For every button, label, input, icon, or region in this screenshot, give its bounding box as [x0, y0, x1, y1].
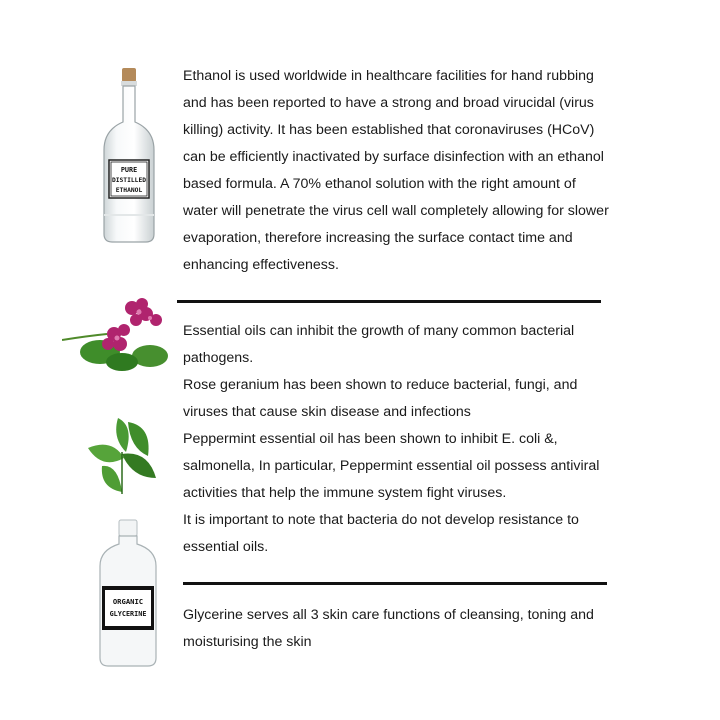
- divider-bottom: [183, 582, 607, 585]
- essential-oils-paragraph-2: Rose geranium has been shown to reduce bacterial, fungi, and viruses that cause skin disease and infections: [183, 377, 578, 420]
- essential-oils-description: [183, 318, 613, 561]
- essential-oils-paragraph-4: It is important to note that bacteria do not develop resistance to essential oils.: [183, 512, 579, 555]
- ethanol-label-line3: ETHANOL: [115, 187, 143, 194]
- essential-oils-paragraph-1: Essential oils can inhibit the growth of many common bacterial pathogens.: [183, 323, 575, 366]
- ethanol-label-line2: DISTILLED: [111, 177, 147, 184]
- ethanol-paragraph: Ethanol is used worldwide in healthcare facilities for hand rubbing and has been reported to have a strong and broad virucidal (virus killing) activity. It has been established that coronaviruses (HCoV) can be efficiently inactivated by surface disinfection with an ethanol based formula. A 70% ethanol solution with the right amount of water will penetrate the virus cell wall completely allowing for slower evaporation, therefore increasing the surface contact time and enhancing effectiveness.: [183, 68, 609, 273]
- essential-oils-paragraph-3: Peppermint essential oil has been shown to inhibit E. coli &, salmonella, In particular, Peppermint essential oil possess antiviral activities that help the immune system fight viruses.: [183, 431, 600, 501]
- divider-top: [177, 300, 601, 303]
- ethanol-label-line1: PURE: [120, 166, 138, 174]
- ethanol-description: [183, 63, 613, 279]
- geranium-flower-image: [62, 290, 174, 374]
- glycerine-label-line1: ORGANIC: [112, 597, 144, 606]
- glycerine-description: [183, 602, 613, 656]
- glycerine-label-line2: GLYCERINE: [109, 610, 147, 618]
- glycerine-paragraph: Glycerine serves all 3 skin care functions of cleansing, toning and moisturising the skin: [183, 607, 594, 650]
- ethanol-bottle-image: [98, 64, 160, 254]
- glycerine-bottle-image: [96, 518, 160, 670]
- mint-leaves-image: [82, 408, 162, 496]
